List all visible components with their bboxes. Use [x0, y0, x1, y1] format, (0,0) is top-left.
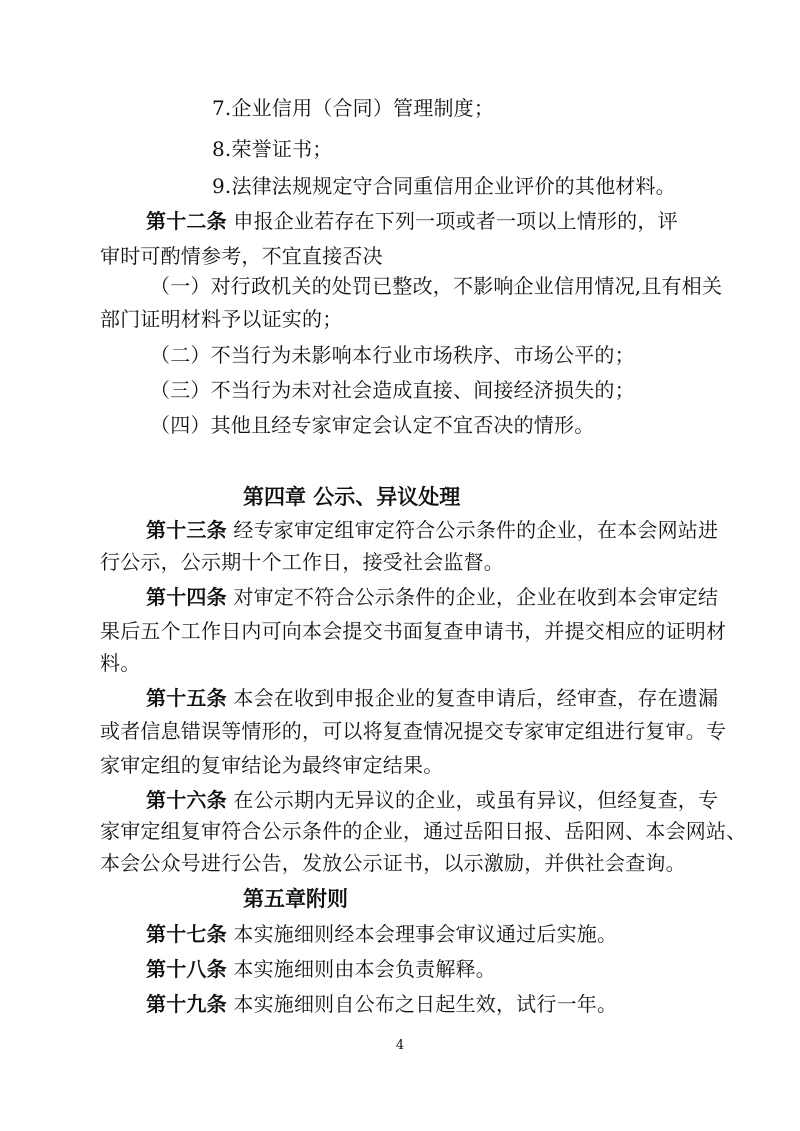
article-15-label: 第十五条: [146, 686, 227, 710]
article-16: [146, 788, 718, 812]
article-15-cont: 或者信息错误等情形的，可以将复查情况提交专家审定组进行复审。专: [100, 719, 727, 743]
article-19: [146, 992, 617, 1016]
article-18: [146, 957, 496, 981]
article-15-text: 本会在收到申报企业的复查申请后，经审查，存在遗漏: [233, 686, 719, 710]
case-3: （三）不当行为未对社会造成直接、间接经济损失的；: [150, 378, 635, 402]
article-14-label: 第十四条: [146, 585, 227, 609]
chapter-4-heading: 第四章 公示、异议处理: [243, 485, 461, 509]
article-17-label: 第十七条: [146, 922, 227, 946]
article-12: [146, 209, 678, 233]
article-14: [146, 585, 718, 609]
article-16-cont2: 本会公众号进行公告，发放公示证书，以示激励，并供社会查询。: [100, 851, 686, 875]
article-14-cont: 果后五个工作日内可向本会提交书面复查申请书，并提交相应的证明材: [100, 619, 727, 643]
article-12-text: 申报企业若存在下列一项或者一项以上情形的，评: [233, 209, 678, 233]
item-7: 7.企业信用（合同）管理制度；: [212, 96, 495, 120]
case-1-cont: 部门证明材料予以证实的；: [100, 307, 343, 331]
case-1: （一）对行政机关的处罚已整改，不影响企业信用情况,且有相关: [150, 274, 723, 298]
article-14-text: 对审定不符合公示条件的企业，企业在收到本会审定结: [233, 585, 719, 609]
item-8: 8.荣誉证书；: [212, 137, 333, 161]
article-16-label: 第十六条: [146, 788, 227, 812]
article-13-cont: 行公示，公示期十个工作日，接受社会监督。: [100, 550, 504, 574]
case-4: （四）其他且经专家审定会认定不宜否决的情形。: [150, 413, 595, 437]
article-17: [146, 922, 617, 946]
article-19-text: 本实施细则自公布之日起生效，试行一年。: [233, 992, 618, 1016]
article-13: [146, 518, 718, 542]
article-12-cont: 审时可酌情参考，不宜直接否决: [100, 244, 383, 268]
chapter-5-heading: 第五章附则: [243, 887, 348, 911]
article-19-label: 第十九条: [146, 992, 227, 1016]
article-18-label: 第十八条: [146, 957, 227, 981]
article-14-cont2: 料。: [100, 651, 141, 675]
article-17-text: 本实施细则经本会理事会审议通过后实施。: [233, 922, 618, 946]
article-16-cont: 家审定组复审符合公示条件的企业，通过岳阳日报、岳阳网、本会网站、: [100, 819, 747, 843]
page-number: 4: [395, 1038, 405, 1053]
item-9: 9.法律法规规定守合同重信用企业评价的其他材料。: [212, 174, 676, 198]
article-18-text: 本实施细则由本会负责解释。: [233, 957, 496, 981]
article-13-label: 第十三条: [146, 518, 227, 542]
article-13-text: 经专家审定组审定符合公示条件的企业，在本会网站进: [233, 518, 719, 542]
article-16-text: 在公示期内无异议的企业，或虽有异议，但经复查，专: [233, 788, 719, 812]
article-15: [146, 686, 718, 710]
article-12-label: 第十二条: [146, 209, 227, 233]
article-15-cont2: 家审定组的复审结论为最终审定结果。: [100, 753, 444, 777]
case-2: （二）不当行为未影响本行业市场秩序、市场公平的；: [150, 343, 635, 367]
